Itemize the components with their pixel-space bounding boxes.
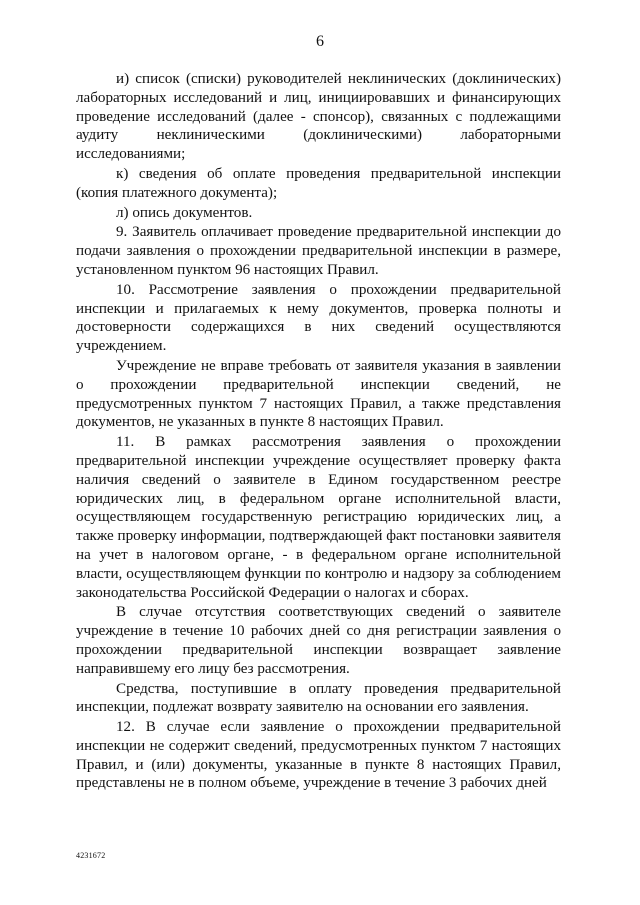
paragraph-clause-10: 10. Рассмотрение заявления о прохождении предварительной инспекции и прилагаемых к нему документов, проверка полноты и достоверности содержащихся в них сведений осуществляются учреждением. xyxy=(76,281,561,355)
document-body xyxy=(76,70,561,793)
paragraph-list-item-i: и) список (списки) руководителей неклинических (доклинических) лабораторных исследований и лиц, инициировавших и финансирующих проведение исследований (далее - спонсор), связанных с подлежащими аудиту неклиническими (доклиническими) лабораторными исследованиями; xyxy=(76,71,561,163)
page-number: 6 xyxy=(316,33,324,50)
paragraph-clause-9: 9. Заявитель оплачивает проведение предварительной инспекции до подачи заявления о прохождении предварительной инспекции в размере, установленном пунктом 96 настоящих Правил. xyxy=(76,224,561,278)
paragraph-clause-11-return: В случае отсутствия соответствующих сведений о заявителе учреждение в течение 10 рабочих дней со дня регистрации заявления о прохождении предварительной инспекции возвращает заявление направившему его лицу без рассмотрения. xyxy=(76,604,561,677)
document-code: 4231672 xyxy=(76,851,106,860)
paragraph-clause-12: 12. В случае если заявление о прохождении предварительной инспекции не содержит сведений, предусмотренных пунктом 7 настоящих Правил, и (или) документы, указанные в пункте 8 настоящих Правил, представлены не в полном объеме, учреждение в течение 3 рабочих дней xyxy=(76,719,561,792)
paragraph-clause-10-restriction: Учреждение не вправе требовать от заявителя указания в заявлении о прохождении предварительной инспекции сведений, не предусмотренных пунктом 7 настоящих Правил, а также представления документов, не указанных в пункте 8 настоящих Правил. xyxy=(76,357,561,431)
paragraph-list-item-l: л) опись документов. xyxy=(116,204,253,221)
paragraph-clause-11-refund: Средства, поступившие в оплату проведения предварительной инспекции, подлежат возврату заявителю на основании его заявления. xyxy=(76,680,561,716)
paragraph-clause-11: 11. В рамках рассмотрения заявления о прохождении предварительной инспекции учреждение осуществляет проверку факта наличия сведений о заявителе в Едином государственном реестре юридических лиц, в федеральном органе исполнительной власти, осуществляющем государственную регистрацию юридических лиц, а также проверку информации, подтверждающей факт постановки заявителя на учет в налоговом органе, - в федеральном органе исполнительной власти, осуществляющем функции по контролю и надзору за соблюдением законодательства Российской Федерации о налогах и сборах. xyxy=(76,434,561,601)
paragraph-list-item-k: к) сведения об оплате проведения предварительной инспекции (копия платежного документа); xyxy=(76,165,561,201)
